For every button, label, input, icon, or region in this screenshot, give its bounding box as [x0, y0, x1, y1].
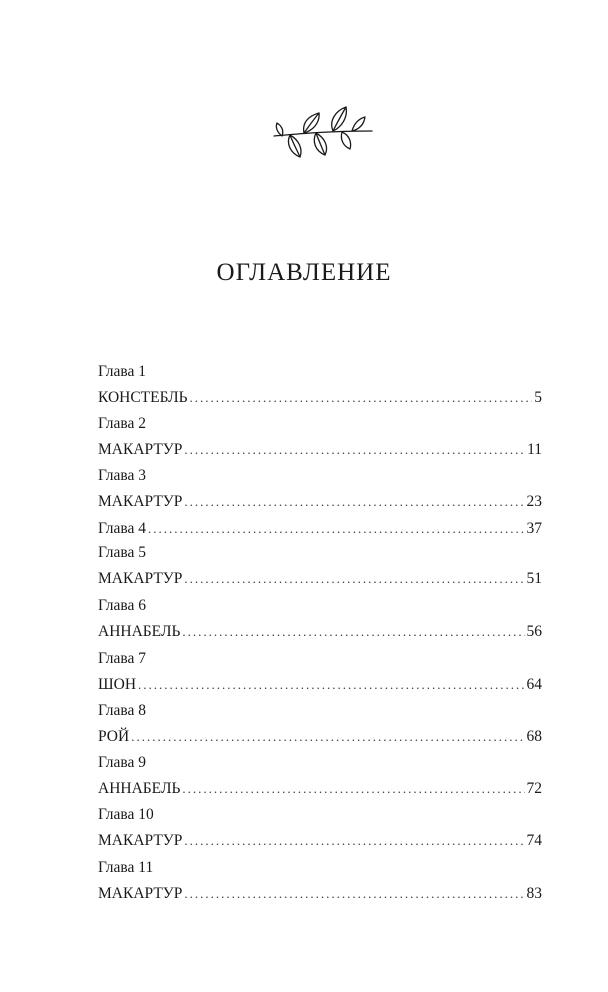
entry-title: МАКАРТУР	[98, 570, 183, 587]
dot-leader	[182, 777, 524, 801]
dot-leader	[184, 438, 525, 462]
dot-leader	[184, 882, 524, 906]
page-number: 56	[526, 623, 542, 640]
page-number: 74	[526, 832, 542, 849]
toc-entry[interactable]	[98, 567, 542, 591]
entry-title: МАКАРТУР	[98, 493, 183, 510]
toc-entry[interactable]	[98, 725, 542, 749]
page-number: 51	[526, 570, 542, 587]
entry-title: КОНСТЕБЛЬ	[98, 389, 188, 406]
entry-title: РОЙ	[98, 728, 130, 745]
chapter-label: Глава 1	[98, 363, 147, 380]
chapter-label: Глава 5	[98, 544, 147, 561]
page-number: 83	[526, 885, 542, 902]
chapter-label: Глава 9	[98, 754, 147, 771]
toc-entry[interactable]	[98, 620, 542, 644]
page-number: 11	[527, 441, 542, 458]
toc-entry[interactable]	[98, 386, 542, 410]
page-number: 72	[526, 780, 542, 797]
chapter-label: Глава 8	[98, 702, 147, 719]
dot-leader	[182, 620, 524, 644]
chapter-label: Глава 10	[98, 806, 154, 823]
toc-entry[interactable]	[98, 882, 542, 906]
toc-entry[interactable]	[98, 490, 542, 514]
chapter-label: Глава 2	[98, 415, 147, 432]
page-number: 23	[526, 493, 542, 510]
chapter-label: Глава 3	[98, 467, 147, 484]
chapter-label: Глава 6	[98, 597, 147, 614]
dot-leader	[184, 567, 524, 591]
toc-entry[interactable]	[98, 673, 542, 697]
page-number: 68	[526, 728, 542, 745]
dot-leader	[138, 673, 524, 697]
toc-entry[interactable]	[98, 517, 542, 541]
dot-leader	[184, 829, 524, 853]
entry-title: АННАБЕЛЬ	[98, 780, 181, 797]
chapter-label: Глава 11	[98, 859, 154, 876]
dot-leader	[148, 517, 524, 541]
toc-entry[interactable]	[98, 438, 542, 462]
entry-title: АННАБЕЛЬ	[98, 623, 181, 640]
toc-entry[interactable]	[98, 777, 542, 801]
entry-title: МАКАРТУР	[98, 885, 183, 902]
page-title: ОГЛАВЛЕНИЕ	[216, 259, 392, 286]
entry-title: ШОН	[98, 676, 137, 693]
toc-entry[interactable]	[98, 829, 542, 853]
dot-leader	[184, 490, 524, 514]
dot-leader	[131, 725, 524, 749]
page-number: 64	[526, 676, 542, 693]
chapter-label: Глава 4	[98, 520, 147, 537]
chapter-label: Глава 7	[98, 650, 147, 667]
entry-title: МАКАРТУР	[98, 441, 183, 458]
dot-leader	[190, 386, 533, 410]
entry-title: МАКАРТУР	[98, 832, 183, 849]
page-number: 5	[534, 389, 542, 406]
leaf-branch-icon	[272, 103, 376, 161]
page-number: 37	[526, 520, 542, 537]
